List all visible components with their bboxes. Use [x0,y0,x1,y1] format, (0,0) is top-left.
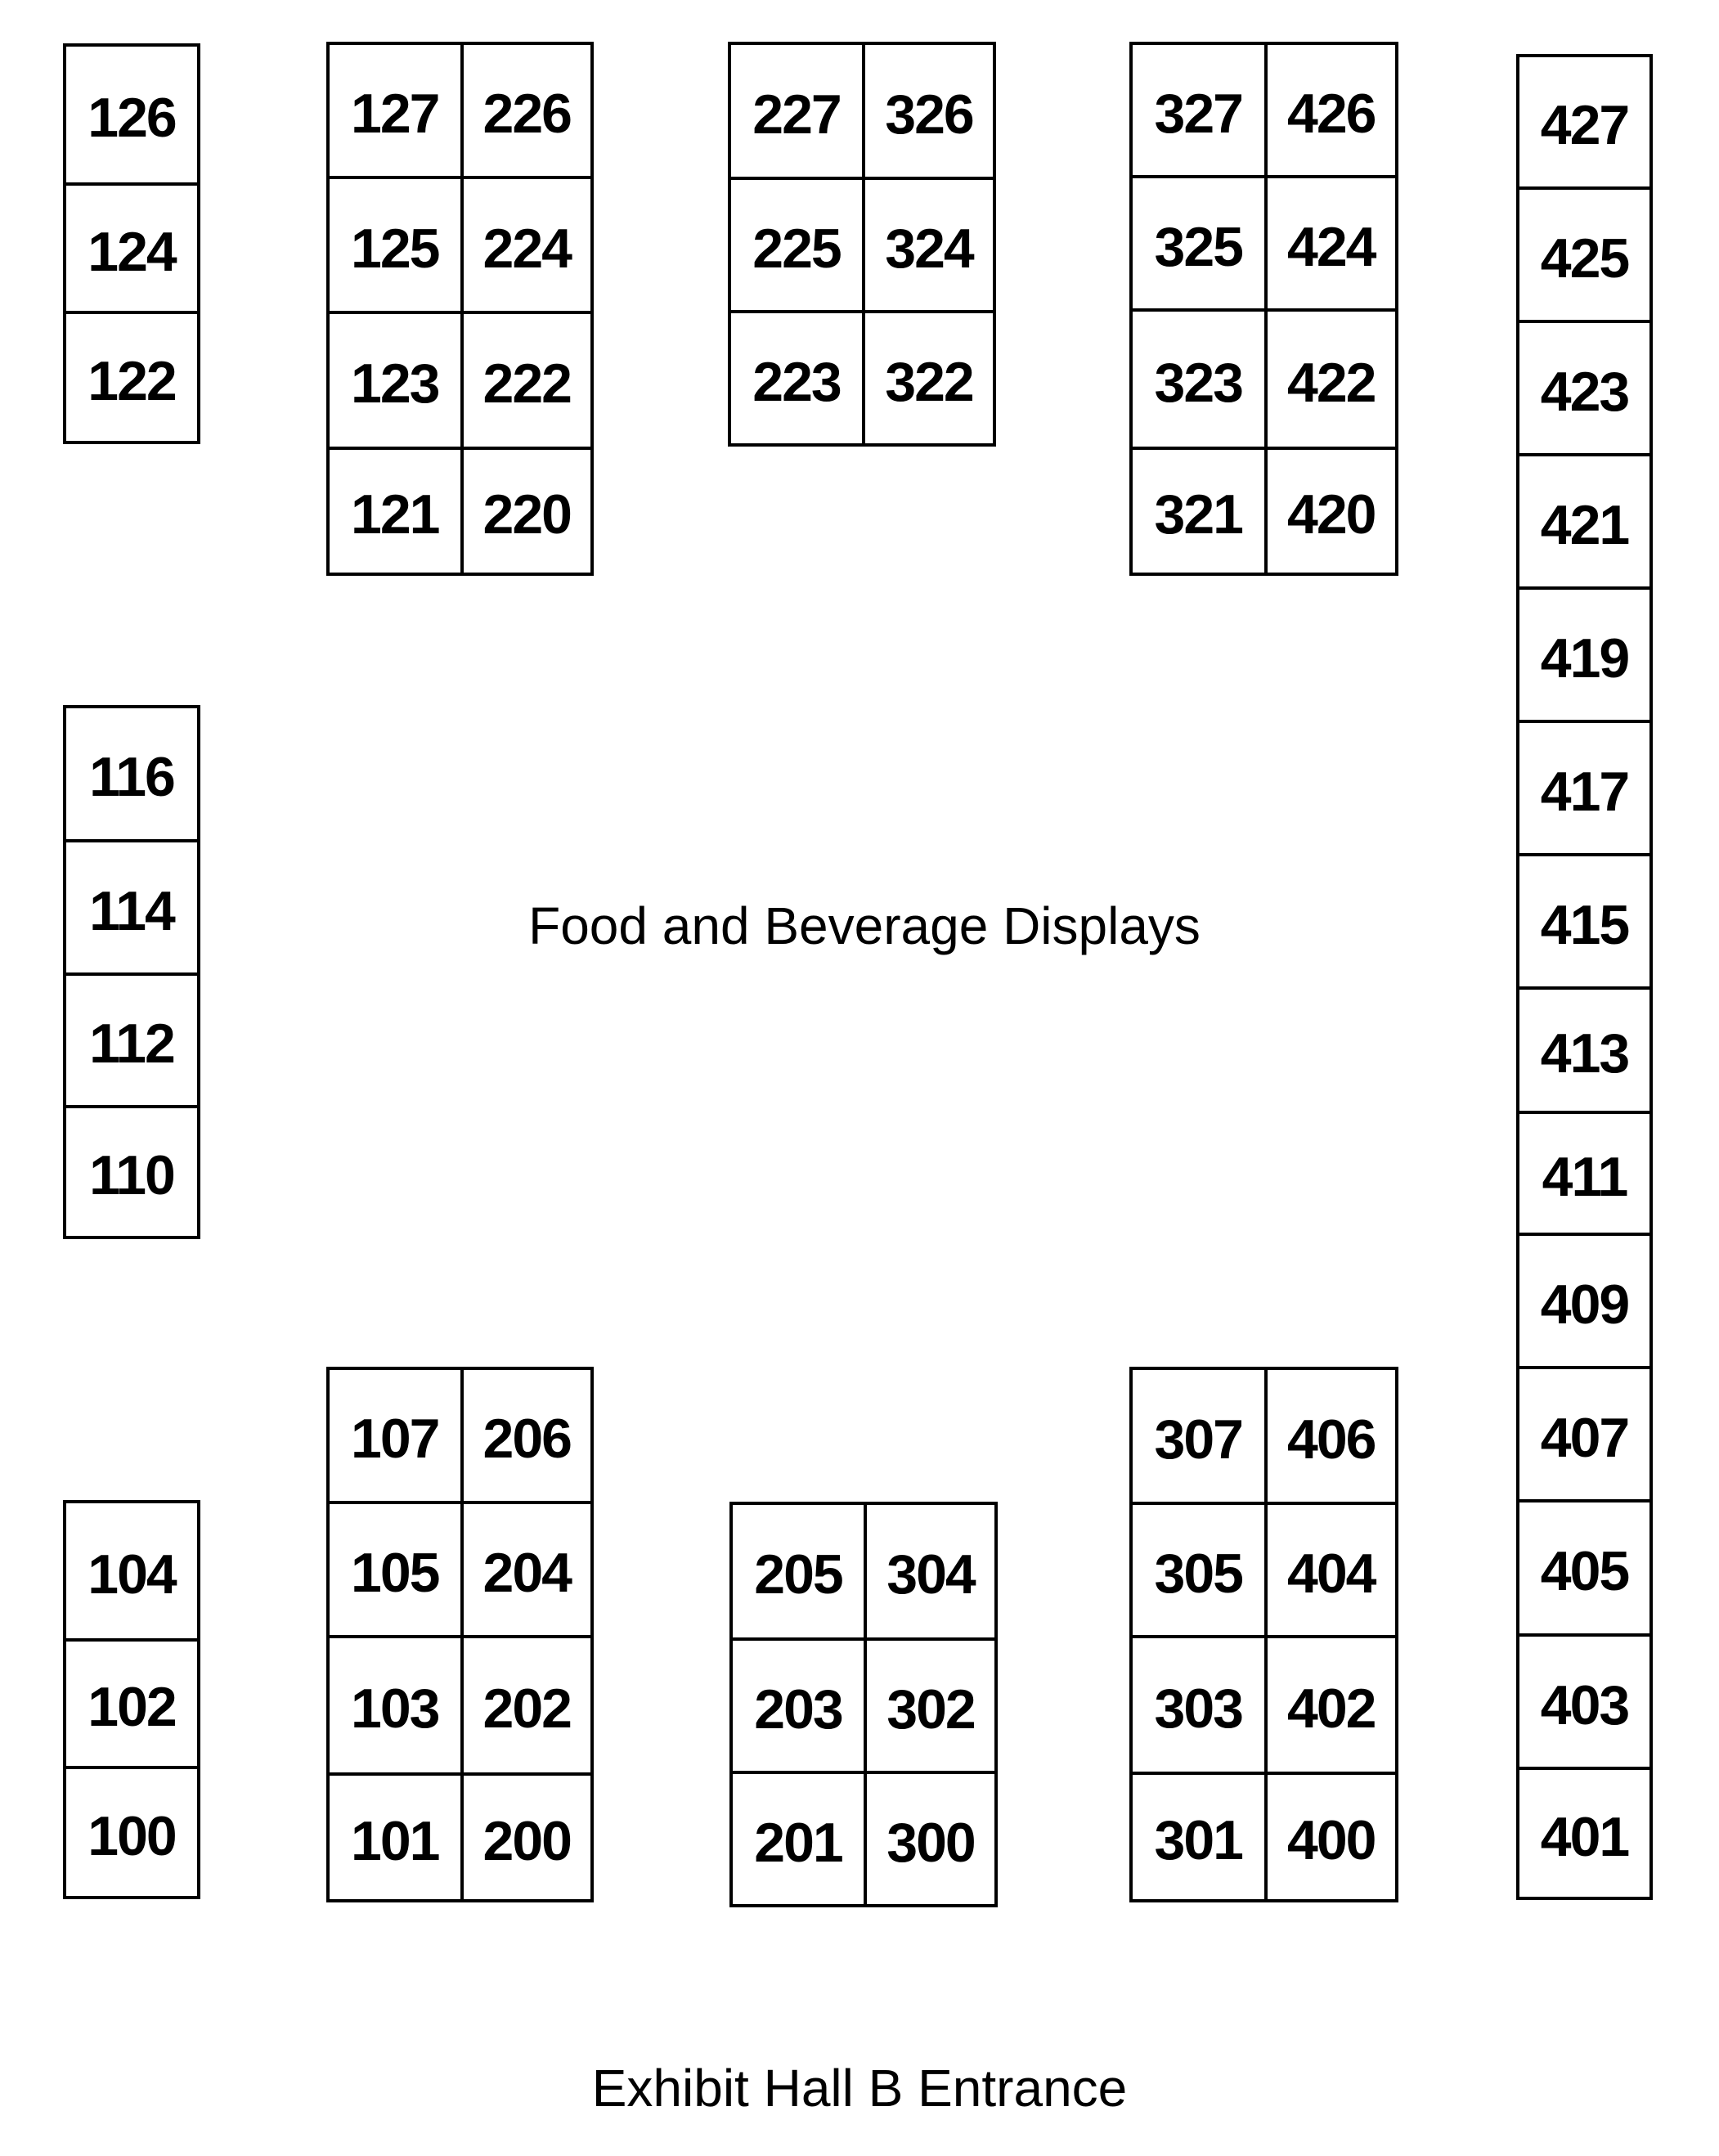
entrance-label: Exhibit Hall B Entrance [591,2059,1128,2118]
booth-block-aisle1-top [326,42,594,576]
booth-105[interactable]: 105 [330,1501,460,1635]
booth-303[interactable]: 303 [1133,1635,1264,1772]
booth-204[interactable]: 204 [460,1501,591,1635]
booth-202[interactable]: 202 [460,1635,591,1772]
booth-420[interactable]: 420 [1264,447,1396,573]
booth-block-left-bottom [63,1500,200,1899]
booth-122[interactable]: 122 [66,311,197,441]
booth-block-left-middle [63,705,200,1239]
booth-110[interactable]: 110 [66,1105,197,1236]
booth-116[interactable]: 116 [89,746,174,808]
booth-222[interactable]: 222 [460,311,591,447]
booth-322[interactable]: 322 [862,310,993,443]
booth-102[interactable]: 102 [66,1638,197,1766]
booth-305[interactable]: 305 [1133,1502,1264,1635]
booth-419[interactable]: 419 [1519,586,1649,720]
booth-107[interactable]: 107 [351,1408,439,1470]
booth-403[interactable]: 403 [1519,1633,1649,1767]
booth-224[interactable]: 224 [460,176,591,311]
booth-325[interactable]: 325 [1133,175,1264,308]
booth-123[interactable]: 123 [330,311,460,447]
booth-205[interactable]: 205 [754,1543,842,1606]
booth-227[interactable]: 227 [752,83,841,146]
booth-203[interactable]: 203 [733,1637,864,1771]
booth-326[interactable]: 326 [862,45,993,177]
booth-block-aisle3-top [1129,42,1398,576]
booth-201[interactable]: 201 [733,1771,864,1904]
booth-226[interactable]: 226 [460,45,591,176]
booth-422[interactable]: 422 [1264,308,1396,447]
booth-406[interactable]: 406 [1264,1370,1396,1502]
booth-307[interactable]: 307 [1154,1408,1242,1471]
booth-104[interactable]: 104 [88,1543,176,1606]
booth-302[interactable]: 302 [864,1637,994,1771]
booth-103[interactable]: 103 [330,1635,460,1772]
booth-block-right-wall [1516,54,1653,1900]
booth-200[interactable]: 200 [460,1772,591,1899]
booth-401[interactable]: 401 [1519,1767,1649,1897]
booth-block-aisle1-bottom [326,1367,594,1902]
booth-101[interactable]: 101 [330,1772,460,1899]
booth-block-aisle3-bottom [1129,1367,1398,1902]
booth-402[interactable]: 402 [1264,1635,1396,1772]
booth-112[interactable]: 112 [66,972,197,1105]
booth-411[interactable]: 411 [1519,1111,1649,1233]
booth-424[interactable]: 424 [1264,175,1396,308]
booth-301[interactable]: 301 [1133,1772,1264,1899]
booth-426[interactable]: 426 [1264,45,1396,175]
booth-block-aisle2-bottom [729,1502,998,1907]
booth-404[interactable]: 404 [1264,1502,1396,1635]
booth-125[interactable]: 125 [330,176,460,311]
booth-421[interactable]: 421 [1519,453,1649,586]
booth-block-left-top [63,43,200,444]
booth-223[interactable]: 223 [731,310,862,443]
booth-300[interactable]: 300 [864,1771,994,1904]
booth-423[interactable]: 423 [1519,320,1649,453]
booth-225[interactable]: 225 [731,177,862,310]
booth-206[interactable]: 206 [460,1370,591,1501]
booth-323[interactable]: 323 [1133,308,1264,447]
booth-425[interactable]: 425 [1519,186,1649,320]
booth-126[interactable]: 126 [88,87,176,149]
booth-327[interactable]: 327 [1154,82,1242,145]
booth-324[interactable]: 324 [862,177,993,310]
booth-415[interactable]: 415 [1519,853,1649,986]
booth-400[interactable]: 400 [1264,1772,1396,1899]
booth-124[interactable]: 124 [66,182,197,311]
booth-304[interactable]: 304 [864,1505,994,1637]
booth-409[interactable]: 409 [1519,1233,1649,1366]
booth-417[interactable]: 417 [1519,720,1649,853]
booth-220[interactable]: 220 [460,447,591,573]
booth-100[interactable]: 100 [66,1766,197,1896]
booth-114[interactable]: 114 [66,839,197,972]
booth-321[interactable]: 321 [1133,447,1264,573]
food-and-beverage-area-label: Food and Beverage Displays [528,896,1201,955]
booth-413[interactable]: 413 [1519,986,1649,1111]
booth-407[interactable]: 407 [1519,1366,1649,1499]
booth-405[interactable]: 405 [1519,1499,1649,1633]
booth-121[interactable]: 121 [330,447,460,573]
booth-127[interactable]: 127 [351,83,439,145]
booth-427[interactable]: 427 [1540,94,1629,156]
booth-block-aisle2-top [728,42,996,447]
